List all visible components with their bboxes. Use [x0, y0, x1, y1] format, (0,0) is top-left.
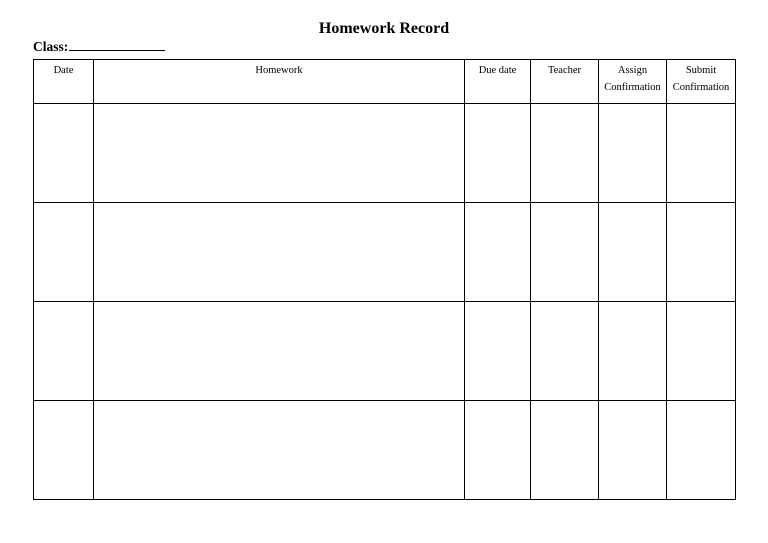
header-assign-confirmation: Assign Confirmation: [599, 60, 667, 104]
cell-due-date[interactable]: [465, 302, 531, 401]
document-title: Homework Record: [318, 20, 450, 37]
header-date: Date: [34, 60, 94, 104]
cell-submit-confirmation[interactable]: [667, 203, 736, 302]
header-homework: Homework: [94, 60, 465, 104]
class-field: [33, 37, 165, 56]
cell-teacher[interactable]: [531, 302, 599, 401]
header-teacher: Teacher: [531, 60, 599, 104]
cell-date[interactable]: [34, 302, 94, 401]
cell-homework[interactable]: [94, 203, 465, 302]
header-due-date: Due date: [465, 60, 531, 104]
cell-date[interactable]: [34, 401, 94, 500]
class-blank-line: [69, 37, 165, 51]
cell-assign-confirmation[interactable]: [599, 203, 667, 302]
cell-date[interactable]: [34, 203, 94, 302]
cell-homework[interactable]: [94, 104, 465, 203]
cell-due-date[interactable]: [465, 401, 531, 500]
cell-homework[interactable]: [94, 302, 465, 401]
cell-submit-confirmation[interactable]: [667, 104, 736, 203]
cell-due-date[interactable]: [465, 203, 531, 302]
table-row: [34, 203, 736, 302]
cell-homework[interactable]: [94, 401, 465, 500]
table-row: [34, 302, 736, 401]
cell-submit-confirmation[interactable]: [667, 302, 736, 401]
cell-date[interactable]: [34, 104, 94, 203]
cell-due-date[interactable]: [465, 104, 531, 203]
cell-teacher[interactable]: [531, 401, 599, 500]
cell-submit-confirmation[interactable]: [667, 401, 736, 500]
header-submit-confirmation: Submit Confirmation: [667, 60, 736, 104]
class-label: Class:: [33, 39, 69, 54]
cell-teacher[interactable]: [531, 203, 599, 302]
header-row: [34, 60, 736, 104]
cell-teacher[interactable]: [531, 104, 599, 203]
cell-assign-confirmation[interactable]: [599, 401, 667, 500]
table-row: [34, 401, 736, 500]
homework-record-table: [33, 59, 736, 500]
cell-assign-confirmation[interactable]: [599, 302, 667, 401]
table-row: [34, 104, 736, 203]
cell-assign-confirmation[interactable]: [599, 104, 667, 203]
